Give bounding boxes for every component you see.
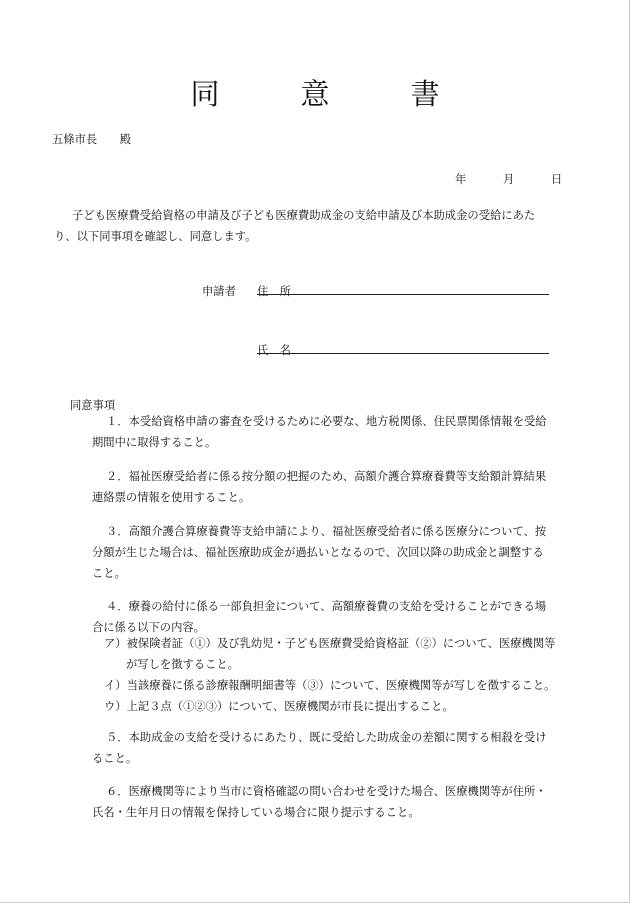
date-month-label: 月	[503, 173, 515, 186]
date-line	[455, 169, 562, 190]
consent-item-4-c: ウ）上記３点（①②③）について、医療機関が市長に提出すること。	[104, 700, 454, 713]
name-field-line	[257, 353, 549, 354]
name-label: 氏 名	[257, 344, 291, 357]
consent-item-1: １．本受給資格申請の審査を受けるために必要な、地方税関係、住民票関係情報を受給期間中に取得すること。	[92, 415, 547, 449]
address-label: 住 所	[257, 285, 291, 298]
consent-section-title: 同意事項	[70, 399, 116, 412]
applicant-label: 申請者	[202, 285, 236, 298]
consent-item-4-a: ア）被保険者証（①）及び乳幼児・子ども医療費受給資格証（②）について、医療機関等が写しを徴すること。	[104, 637, 556, 671]
document-title: 同 意 書	[190, 77, 466, 111]
date-day-label: 日	[551, 173, 563, 186]
addressee: 五條市長 殿	[52, 133, 132, 146]
date-year-label: 年	[455, 173, 467, 186]
consent-item-4: ４．療養の給付に係る一部負担金について、高額療養費の支給を受けることができる場合に係る以下の内容。	[92, 600, 547, 634]
consent-item-4-b: イ）当該療養に係る診療報酬明細書等（③）について、医療機関等が写しを徴すること。	[104, 679, 556, 692]
address-field-line	[257, 294, 549, 295]
consent-item-6: ６．医療機関等により当市に資格確認の問い合わせを受けた場合、医療機関等が住所・氏名・生年月日の情報を保持している場合に限り提示すること。	[92, 785, 547, 819]
consent-item-5: ５．本助成金の支給を受けるにあたり、既に受給した助成金の差額に関する相殺を受けること。	[92, 731, 547, 765]
intro-paragraph: 子ども医療費受給資格の申請及び子ども医療費助成金の支給申請及び本助成金の受給にあたり、以下同事項を確認し、同意します。	[54, 209, 536, 243]
consent-item-3: ３．高額介護合算療養費等支給申請により、福祉医療受給者に係る医療分について、按分額が生じた場合は、福祉医療助成金が過払いとなるので、次回以降の助成金と調整すること。	[92, 525, 547, 580]
consent-item-2: ２．福祉医療受給者に係る按分額の把握のため、高額介護合算療養費等支給額計算結果連絡票の情報を使用すること。	[92, 470, 547, 504]
